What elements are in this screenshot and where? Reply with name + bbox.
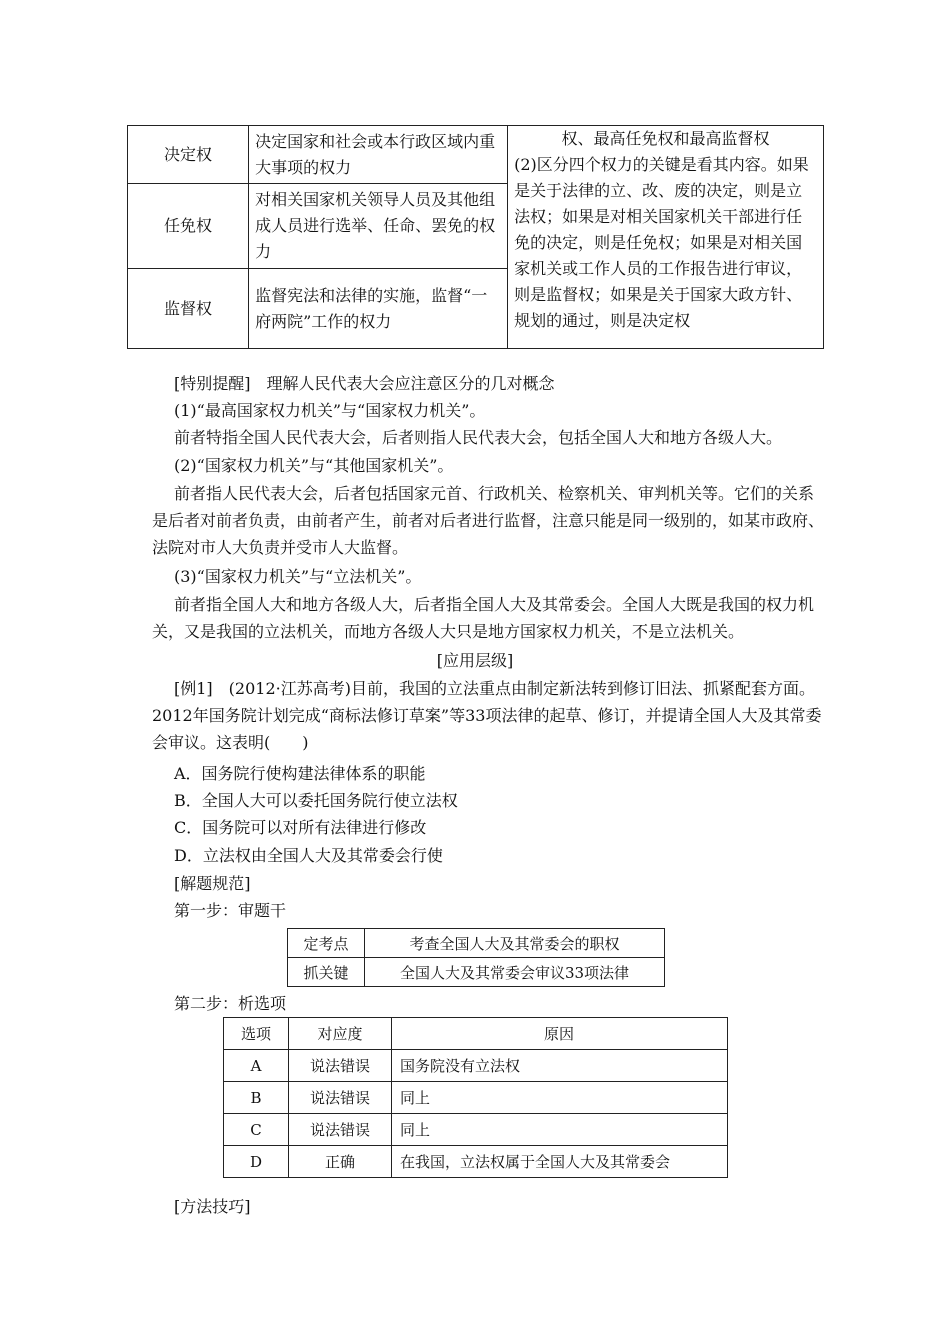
power-desc: 对相关国家机关领导人员及其他组成人员进行选举、任命、罢免的权力 — [249, 184, 508, 269]
step1-key: 抓关键 — [288, 958, 365, 987]
step2-label: 第二步：析选项 — [174, 994, 287, 1013]
cell-option: A — [224, 1050, 289, 1082]
power-name: 决定权 — [128, 126, 249, 184]
cell-reason: 在我国，立法权属于全国人大及其常委会 — [392, 1146, 728, 1178]
reminder-item-head: (3)“国家权力机关”与“立法机关”。 — [174, 567, 422, 586]
step1-table — [287, 928, 665, 987]
cell-option: B — [224, 1082, 289, 1114]
col-header: 原因 — [392, 1018, 728, 1050]
power-desc: 决定国家和社会或本行政区域内重大事项的权力 — [249, 126, 508, 184]
solution-title: [解题规范] — [174, 874, 251, 893]
table-row — [224, 1082, 728, 1114]
cell-reason: 同上 — [392, 1082, 728, 1114]
power-desc: 监督宪法和法律的实施，监督“一府两院”工作的权力 — [249, 269, 508, 349]
table-header-row — [224, 1018, 728, 1050]
step2-table — [223, 1017, 728, 1178]
section-title: [应用层级] — [436, 651, 514, 670]
cell-reason: 国务院没有立法权 — [392, 1050, 728, 1082]
cell-judge: 说法错误 — [289, 1050, 392, 1082]
power-name: 监督权 — [128, 269, 249, 349]
cell-judge: 说法错误 — [289, 1114, 392, 1146]
cell-judge: 正确 — [289, 1146, 392, 1178]
cell-reason: 同上 — [392, 1114, 728, 1146]
power-note — [508, 126, 824, 349]
step1-value: 考查全国人大及其常委会的职权 — [365, 929, 665, 958]
cell-option: C — [224, 1114, 289, 1146]
reminder-item-body: 前者特指全国人民代表大会，后者则指人民代表大会，包括全国人大和地方各级人大。 — [174, 428, 783, 447]
reminder-item-body: 前者指全国人大和地方各级人大，后者指全国人大及其常委会。全国人大既是我国的权力机关，又是我国的立法机关，而地方各级人大只是地方国家权力机关，不是立法机关。 — [152, 595, 815, 641]
example-stem: [例1] (2012·江苏高考)目前，我国的立法重点由制定新法转到修订旧法、抓紧配套方面。2012年国务院计划完成“商标法修订草案”等33项法律的起草、修订，并提请全国人大及其常委会审议。这表明( ) — [152, 679, 822, 752]
method-title: [方法技巧] — [174, 1197, 251, 1216]
table-row — [288, 929, 665, 958]
reminder-item-head: (1)“最高国家权力机关”与“国家权力机关”。 — [174, 401, 486, 420]
col-header: 对应度 — [289, 1018, 392, 1050]
col-header: 选项 — [224, 1018, 289, 1050]
cell-judge: 说法错误 — [289, 1082, 392, 1114]
power-table — [127, 125, 824, 349]
step1-label: 第一步：审题干 — [174, 901, 287, 920]
note-first-line: 权、最高任免权和最高监督权 — [561, 129, 770, 148]
reminder-item-head: (2)“国家权力机关”与“其他国家机关”。 — [174, 456, 454, 475]
option-b: B．全国人大可以委托国务院行使立法权 — [174, 791, 458, 810]
table-row — [224, 1050, 728, 1082]
option-d: D．立法权由全国人大及其常委会行使 — [174, 846, 443, 865]
cell-option: D — [224, 1146, 289, 1178]
reminder-item-body: 前者指人民代表大会，后者包括国家元首、行政机关、检察机关、审判机关等。它们的关系是后者对前者负责，由前者产生，前者对后者进行监督，注意只能是同一级别的，如某市政府、法院对市人大负责并受市人大监督。 — [152, 484, 825, 557]
step1-value: 全国人大及其常委会审议33项法律 — [365, 958, 665, 987]
table-row — [224, 1146, 728, 1178]
step1-key: 定考点 — [288, 929, 365, 958]
table-row — [128, 126, 824, 184]
option-a: A．国务院行使构建法律体系的职能 — [174, 764, 426, 783]
table-row — [224, 1114, 728, 1146]
note-body: (2)区分四个权力的关键是看其内容。如果是关于法律的立、改、废的决定，则是立法权；如果是对相关国家机关干部进行任免的决定，则是任免权；如果是对相关国家机关或工作人员的工作报告进行审议，则是监督权；如果是关于国家大政方针、规划的通过，则是决定权 — [514, 155, 809, 330]
reminder-title: [特别提醒] 理解人民代表大会应注意区分的几对概念 — [174, 374, 555, 393]
option-c: C．国务院可以对所有法律进行修改 — [174, 818, 427, 837]
power-name: 任免权 — [128, 184, 249, 269]
table-row — [288, 958, 665, 987]
